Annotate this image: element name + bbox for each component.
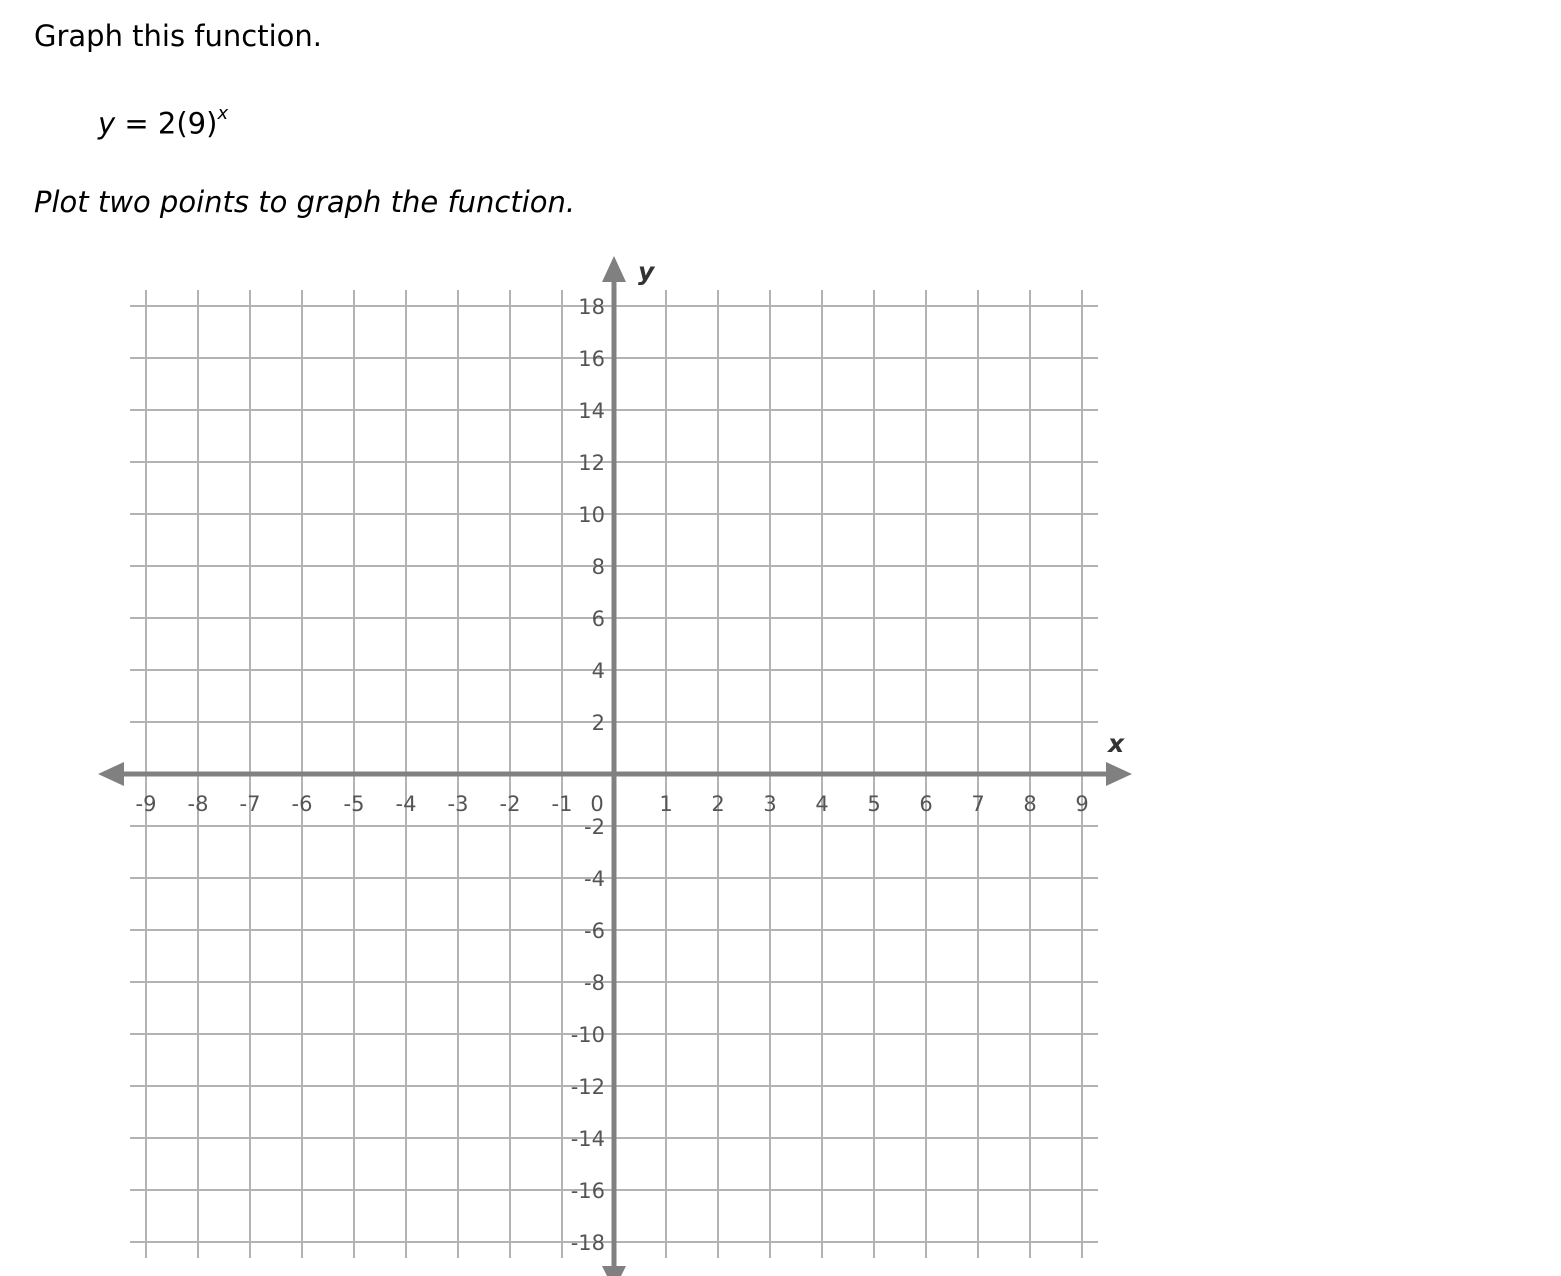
y-axis-up-arrow-icon xyxy=(602,256,626,282)
y-tick-label: -18 xyxy=(570,1231,605,1255)
x-tick-label: -8 xyxy=(187,792,209,816)
x-tick-label: 6 xyxy=(919,792,933,816)
y-tick-label: -2 xyxy=(584,815,605,839)
y-tick-label: 14 xyxy=(578,399,605,423)
x-tick-label: -4 xyxy=(395,792,417,816)
y-tick-label: 10 xyxy=(578,503,605,527)
y-tick-label: 4 xyxy=(591,659,605,683)
x-tick-label: 4 xyxy=(815,792,829,816)
x-tick-label: 1 xyxy=(659,792,673,816)
tick-labels xyxy=(136,257,1125,1255)
x-axis-right-arrow-icon xyxy=(1106,762,1132,786)
x-tick-label: 2 xyxy=(711,792,725,816)
x-tick-label: -9 xyxy=(135,792,157,816)
y-tick-label: 18 xyxy=(578,295,605,319)
x-tick-label: -7 xyxy=(239,792,261,816)
x-tick-label: 0 xyxy=(590,792,604,816)
y-axis-label: y xyxy=(638,257,655,286)
x-axis-label: x xyxy=(1108,729,1125,758)
equation-coefficient: 2(9) xyxy=(157,106,218,141)
y-tick-label: -6 xyxy=(584,919,605,943)
y-tick-label: -14 xyxy=(570,1127,605,1151)
equation-equals: = xyxy=(124,106,149,141)
y-tick-label: -4 xyxy=(584,867,605,891)
y-tick-label: -10 xyxy=(570,1023,605,1047)
y-tick-label: -16 xyxy=(570,1179,605,1203)
x-tick-label: -1 xyxy=(551,792,573,816)
x-axis-left-arrow-icon xyxy=(98,762,124,786)
x-tick-label: 3 xyxy=(763,792,777,816)
x-tick-label: 7 xyxy=(971,792,985,816)
y-tick-label: -8 xyxy=(584,971,605,995)
plot-instruction: Plot two points to graph the function. xyxy=(34,185,576,219)
y-tick-label: 16 xyxy=(578,347,605,371)
x-tick-label: -3 xyxy=(447,792,469,816)
equation-lhs: y xyxy=(98,106,116,141)
x-tick-label: 5 xyxy=(867,792,881,816)
y-tick-label: 8 xyxy=(591,555,605,579)
question-prompt: Graph this function. xyxy=(34,19,322,53)
y-tick-label: 12 xyxy=(578,451,605,475)
x-tick-label: 8 xyxy=(1023,792,1037,816)
equation-exponent: x xyxy=(217,103,229,124)
x-tick-label: -2 xyxy=(499,792,521,816)
y-tick-label: 6 xyxy=(591,607,605,631)
y-tick-label: 2 xyxy=(591,711,605,735)
x-tick-label: -5 xyxy=(343,792,365,816)
x-tick-label: -6 xyxy=(291,792,313,816)
y-tick-label: -12 xyxy=(570,1075,605,1099)
y-axis-down-arrow-icon xyxy=(602,1266,626,1276)
x-tick-label: 9 xyxy=(1075,792,1089,816)
